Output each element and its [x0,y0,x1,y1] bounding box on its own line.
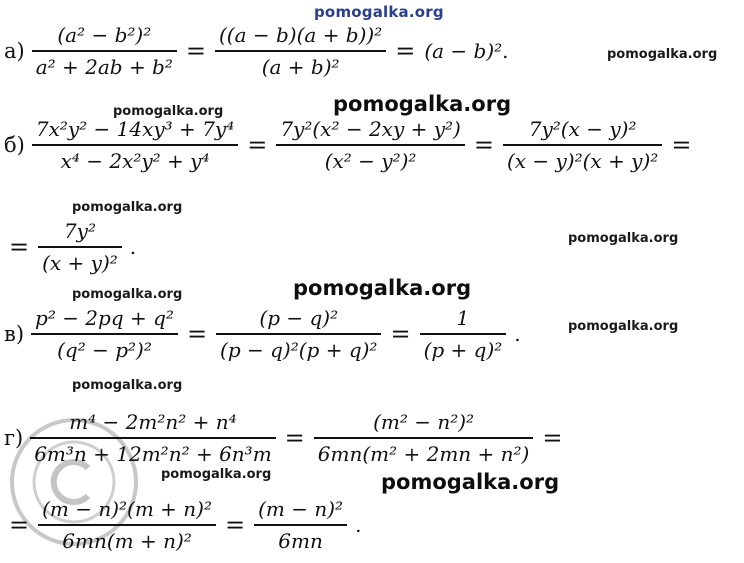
denominator: a² + 2ab + b² [35,55,173,79]
fraction [314,408,534,468]
numerator: 7y² [63,219,96,243]
denominator: 6mn(m² + 2mn + n²) [317,442,530,466]
denominator: (x² − y²)² [324,149,417,173]
watermark-big: pomogalka.org [293,276,472,300]
watermark-big: pomogalka.org [333,92,512,116]
denominator: 6mn [278,529,323,553]
fraction-bar [254,524,347,526]
fraction-bar [276,144,465,146]
denominator: x⁴ − 2x²y² + y⁴ [60,149,210,173]
fraction [216,304,381,364]
numerator: (a² − b²)² [57,23,152,47]
period: . [514,322,521,346]
problem-a [4,21,509,81]
denominator: (x + y)² [42,251,118,275]
denominator: 6m³n + 12m²n² + 6n³m [34,442,272,466]
fraction-bar [38,246,122,248]
equals-sign: = [186,320,208,348]
equals-sign: = [542,424,563,452]
problem-label: а) [4,39,25,63]
fraction [30,408,275,468]
result: (a − b)². [424,39,509,63]
fraction-bar [216,333,381,335]
fraction-bar [32,50,177,52]
equals-sign: = [671,131,692,159]
problem-b-continued [4,217,136,277]
numerator: (m − n)² [258,497,344,521]
fraction [31,304,178,364]
watermark-small: pomogalka.org [161,467,272,482]
denominator: (p + q)² [423,338,503,362]
numerator: p² − 2pq + q² [35,306,174,330]
equals-sign: = [225,511,246,539]
problem-b [4,115,696,175]
equals-sign: = [395,37,416,65]
fraction [254,495,347,555]
equals-sign: = [247,131,268,159]
fraction [215,21,386,81]
denominator: (p − q)²(p + q)² [220,338,378,362]
fraction-bar [32,144,238,146]
numerator: (p − q)² [259,306,339,330]
watermark-small: pomogalka.org [113,104,224,119]
equals-sign: = [473,131,494,159]
equals-sign: = [9,511,30,539]
problem-label: в) [4,322,25,346]
watermark-small: pomogalka.org [568,231,679,246]
fraction [276,115,465,175]
watermark-small: pomogalka.org [568,319,679,334]
watermark-small: pomogalka.org [72,287,183,302]
watermark-small: pomogalka.org [72,378,183,393]
watermark-big: pomogalka.org [381,470,560,494]
problem-label: г) [4,426,24,450]
fraction-bar [30,437,275,439]
fraction-bar [314,437,534,439]
equals-sign: = [9,233,30,261]
period: . [129,235,137,259]
watermark-small: pomogalka.org [607,47,718,62]
equals-sign: = [185,37,206,65]
fraction-bar [215,50,386,52]
fraction-bar [38,524,216,526]
period: . [355,513,362,537]
fraction-bar [420,333,507,335]
fraction [420,304,507,364]
problem-d-continued [4,495,361,555]
numerator: 7x²y² − 14xy³ + 7y⁴ [35,117,235,141]
equals-sign: = [390,320,411,348]
fraction [38,217,122,277]
fraction-bar [31,333,178,335]
numerator: ((a − b)(a + b))² [219,23,383,47]
denominator: (q² − p²)² [57,338,152,362]
numerator: 7y²(x − y)² [528,117,637,141]
fraction [38,495,216,555]
denominator: (x − y)²(x + y)² [506,149,659,173]
problem-label: б) [4,133,25,157]
fraction [503,115,662,175]
numerator: 7y²(x² − 2xy + y²) [280,117,461,141]
denominator: (a + b)² [261,55,340,79]
numerator: 1 [456,306,470,330]
problem-d [4,408,567,468]
problem-c [4,304,521,364]
numerator: (m − n)²(m + n)² [42,497,212,521]
fraction [32,115,238,175]
watermark-small: pomogalka.org [72,200,183,215]
watermark-header[interactable]: pomogalka.org [314,3,444,21]
numerator: (m² − n²)² [373,410,475,434]
numerator: m⁴ − 2m²n² + n⁴ [69,410,237,434]
fraction-bar [503,144,662,146]
equals-sign: = [284,424,305,452]
denominator: 6mn(m + n)² [62,529,192,553]
fraction [32,21,177,81]
